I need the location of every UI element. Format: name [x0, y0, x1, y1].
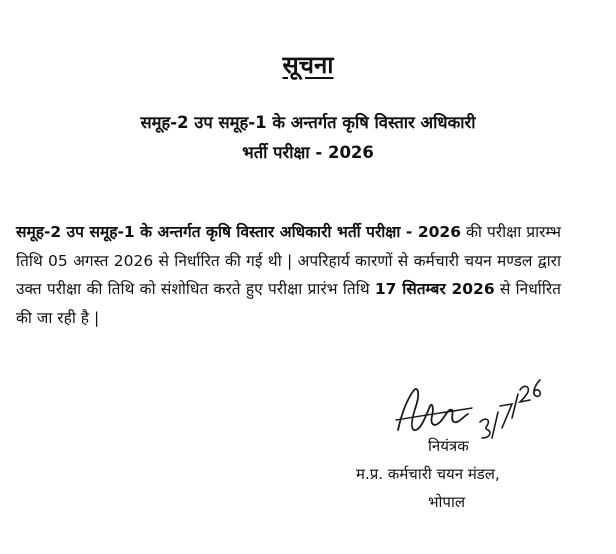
body-text-2: से निर्धारित की जा रही है | [16, 280, 562, 327]
signature-block [356, 432, 576, 516]
body-new-date: 17 सितम्बर 2026 [374, 280, 495, 298]
subject-line-1: समूह-2 उप समूह-1 के अन्तर्गत कृषि विस्तार अधिकारी [140, 113, 476, 132]
signatory-organization: म.प्र. कर्मचारी चयन मंडल, [356, 465, 500, 483]
subject-line-2: भर्ती परीक्षा - 2026 [242, 143, 374, 162]
body-text-1: की परीक्षा प्रारम्भ तिथि 05 अगस्त 2026 से निर्धारित की गई थी | अपरिहार्य कारणों से कर्मचारी चयन मण्डल द्वारा उक्त परीक्षा की तिथि को संशोधित करते हुए परीक्षा प्रारंभ तिथि [16, 223, 561, 298]
notice-body [16, 218, 561, 332]
body-exam-name: समूह-2 उप समूह-1 के अन्तर्गत कृषि विस्तार अधिकारी भर्ती परीक्षा - 2026 [16, 223, 461, 241]
notice-subject [0, 108, 616, 168]
notice-title: सूचना [282, 51, 334, 79]
signatory-city: भोपाल [428, 493, 466, 511]
signatory-designation: नियंत्रक [428, 437, 469, 455]
